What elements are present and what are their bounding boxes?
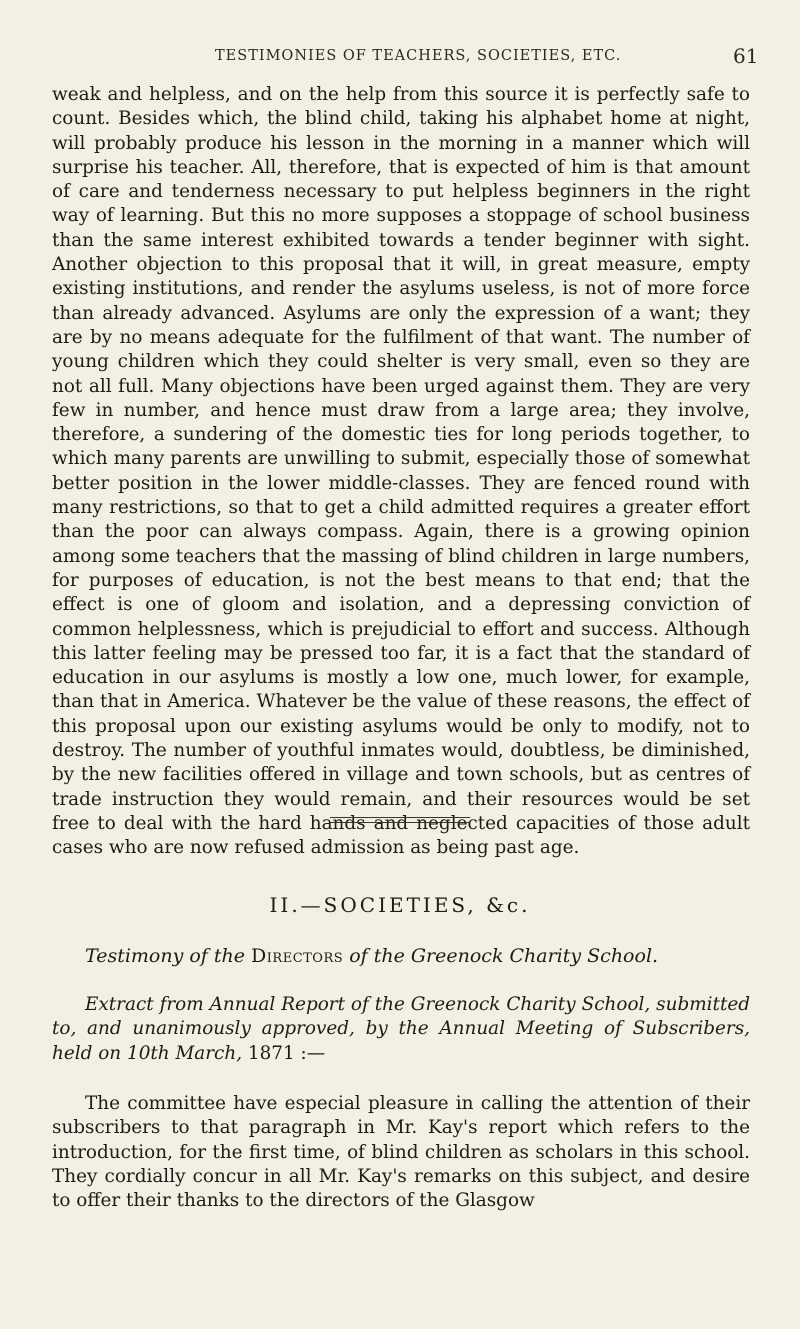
running-head: TESTIMONIES OF TEACHERS, SOCIETIES, ETC.	[215, 48, 622, 64]
section-divider-bottom	[330, 822, 470, 823]
subheading	[85, 945, 658, 967]
section-heading: II.—SOCIETIES, &c.	[269, 893, 531, 917]
body-paragraph-1: weak and helpless, and on the help from this source it is perfectly safe to count. Besides which, the blind child, taking his alphabet home at night, will probably produce his lesson in the morning in a manner which will surprise his teacher. All, therefore, that is expected of him is that amount of care and tenderness necessary to put helpless beginners in the right way of learning. But this no more supposes a stoppage of school business than the same interest exhibited towards a tender beginner with sight. Another objection to this proposal that it will, in great measure, empty existing institutions, and render the asylums useless, is not of more force than already advanced. Asylums are only the expression of a want; they are by no means adequate for the fulfilment of that want. The number of young children which they could shelter is very small, even so they are not all full. Many objections have been urged against them. They are very few in number, and hence must draw from a large area; they involve, therefore, a sundering of the domestic ties for long periods together, to which many parents are unwilling to submit, especially those of somewhat better position in the lower middle-classes. They are fenced round with many restrictions, so that to get a child admitted requires a greater effort than the poor can always compass. Again, there is a growing opinion among some teachers that the massing of blind children in large numbers, for purposes of education, is not the best means to that end; that the effect is one of gloom and isolation, and a depressing conviction of common helplessness, which is prejudicial to effort and success. Although this latter feeling may be pressed too far, it is a fact that the standard of education in our asylums is mostly a low one, much lower, for example, than that in America. Whatever be the value of these reasons, the effect of this proposal upon our existing asylums would be only to modify, not to destroy. The number of youthful inmates would, doubtless, be diminished, by the new facilities offered in village and town schools, but as centres of trade instruction they would remain, and their resources would be set free to deal with the hard hands and neglected capacities of those adult cases who are now refused admission as being past age.	[52, 84, 750, 859]
page-number: 61	[733, 44, 759, 68]
section-divider-top	[330, 817, 470, 818]
subheading-prefix: Testimony of the	[85, 945, 252, 967]
extract-citation-date: 1871 :—	[242, 1042, 326, 1064]
body-paragraph-2: The committee have especial pleasure in calling the attention of their subscribers to that paragraph in Mr. Kay's report which refers to the introduction, for the first time, of blind children as scholars in this school. They cordially concur in all Mr. Kay's remarks on this subject, and desire to offer their thanks to the directors of the Glasgow	[52, 1093, 750, 1212]
subheading-suffix: of the Greenock Charity School.	[343, 945, 659, 967]
extract-citation-italic: Extract from Annual Report of the Greenock Charity School, submitted to, and unanimously approved, by the Annual Meeting of Subscribers, held on 10th March,	[52, 994, 750, 1064]
extract-citation	[52, 993, 750, 1066]
subheading-directors: Directors	[251, 945, 344, 967]
